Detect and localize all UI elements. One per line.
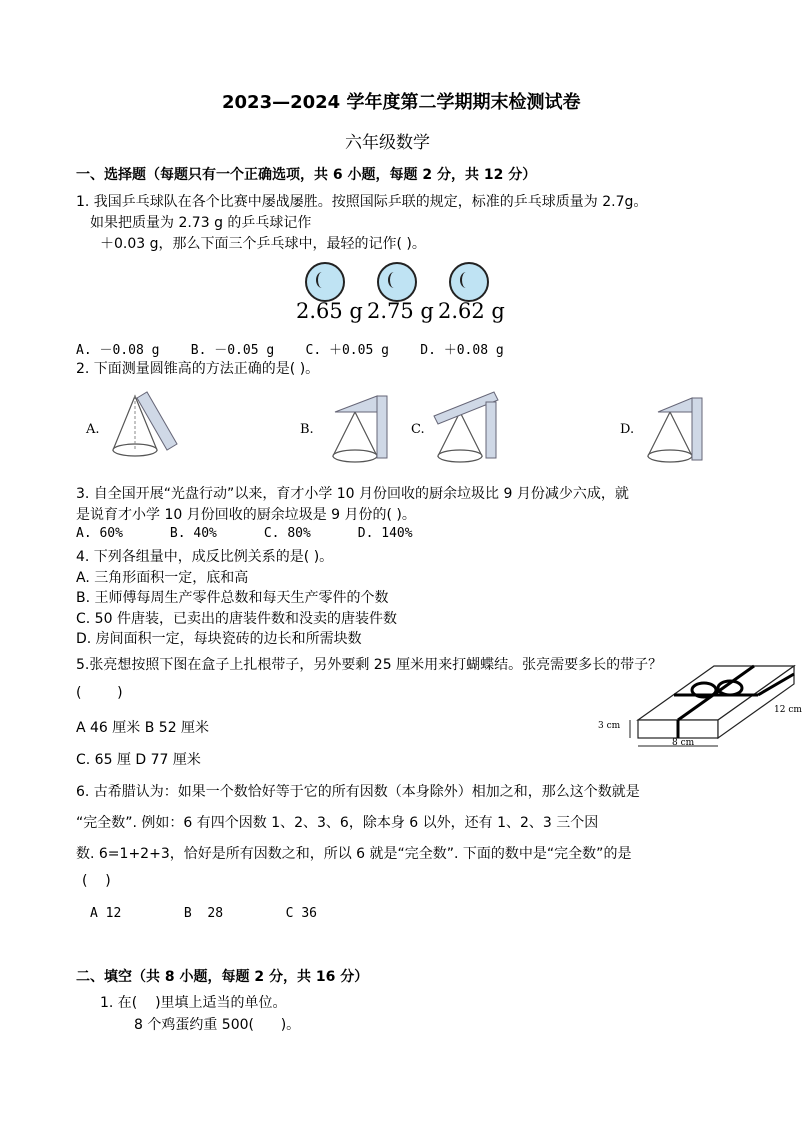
box-height-label: 3 cm xyxy=(598,721,621,731)
question-text: 6. 古希腊认为：如果一个数恰好等于它的所有因数（本身除外）相加之和，那么这个数就是 xyxy=(76,784,640,800)
question-text: 是说育才小学 10 月份回收的厨余垃圾是 9 月份的( )。 xyxy=(76,507,416,523)
question-text: 5.张亮想按照下图在盒子上扎根带子，另外要剩 25 厘米用来打蝴蝶结。张亮需要多长的带子？ xyxy=(76,657,663,673)
option-label: C. xyxy=(411,422,425,437)
ball-weight: 2.62 g xyxy=(438,299,505,323)
page-title: 2023—2024 学年度第二学期期末检测试卷 xyxy=(222,92,581,113)
question-text: 1. 我国乒乓球队在各个比赛中屡战屡胜。按照国际乒联的规定，标准的乒乓球质量为 2.7g。 xyxy=(76,194,648,210)
answer-option: D. 房间面积一定，每块瓷砖的边长和所需块数 xyxy=(76,631,362,647)
option-label: A. xyxy=(86,422,100,437)
question-text: 如果把质量为 2.73 g 的乒乓球记作 xyxy=(90,215,312,231)
answer-options: A 46 厘米 B 52 厘米 xyxy=(76,720,210,736)
answer-blank: ( ) xyxy=(76,685,123,701)
question-text: 4. 下列各组量中，成反比例关系的是( )。 xyxy=(76,549,334,565)
answer-options: A. －0.08 g B. －0.05 g C. ＋0.05 g D. ＋0.08 g xyxy=(76,343,504,358)
question-text: 2. 下面测量圆锥高的方法正确的是( )。 xyxy=(76,361,320,377)
question-text: 8 个鸡蛋约重 500( )。 xyxy=(134,1017,301,1033)
ball-weight: 2.75 g xyxy=(367,299,434,323)
cone-figure-d xyxy=(640,390,710,470)
answer-option: A. 三角形面积一定，底和高 xyxy=(76,570,249,586)
option-label: D. xyxy=(620,422,635,437)
cone-figure-a xyxy=(105,390,185,470)
answer-options: A 12 B 28 C 36 xyxy=(90,906,317,921)
ping-pong-ball-icon xyxy=(449,262,489,302)
option-label: B. xyxy=(300,422,314,437)
page-subtitle: 六年级数学 xyxy=(345,133,430,153)
answer-option: B. 王师傅每周生产零件总数和每天生产零件的个数 xyxy=(76,590,389,606)
ball-weight: 2.65 g xyxy=(296,299,363,323)
answer-blank: ( ) xyxy=(82,873,111,889)
box-length-label: 12 cm xyxy=(774,705,802,715)
section-heading: 二、填空（共 8 小题，每题 2 分，共 16 分） xyxy=(76,969,369,985)
ping-pong-ball-icon xyxy=(305,262,345,302)
ping-pong-ball-icon xyxy=(377,262,417,302)
answer-options: A. 60% B. 40% C. 80% D. 140% xyxy=(76,526,413,541)
cone-figure-c xyxy=(430,390,505,470)
question-text: ＋0.03 g，那么下面三个乒乓球中，最轻的记作( )。 xyxy=(100,236,426,252)
box-width-label: 8 cm xyxy=(672,738,695,748)
question-text: 1. 在( )里填上适当的单位。 xyxy=(100,995,287,1011)
question-text: “完全数”. 例如：6 有四个因数 1、2、3、6，除本身 6 以外，还有 1、2、3 三个因 xyxy=(76,815,599,831)
question-text: 3. 自全国开展“光盘行动”以来，育才小学 10 月份回收的厨余垃圾比 9 月份减少六成，就 xyxy=(76,486,629,502)
question-text: 数. 6=1+2+3，恰好是所有因数之和，所以 6 就是“完全数”. 下面的数中是“完全数”的是 xyxy=(76,846,632,862)
section-heading: 一、选择题（每题只有一个正确选项，共 6 小题，每题 2 分，共 12 分） xyxy=(76,167,537,183)
answer-options: C. 65 厘 D 77 厘米 xyxy=(76,752,201,768)
answer-option: C. 50 件唐装，已卖出的唐装件数和没卖的唐装件数 xyxy=(76,611,397,627)
cone-figure-b xyxy=(325,390,395,470)
